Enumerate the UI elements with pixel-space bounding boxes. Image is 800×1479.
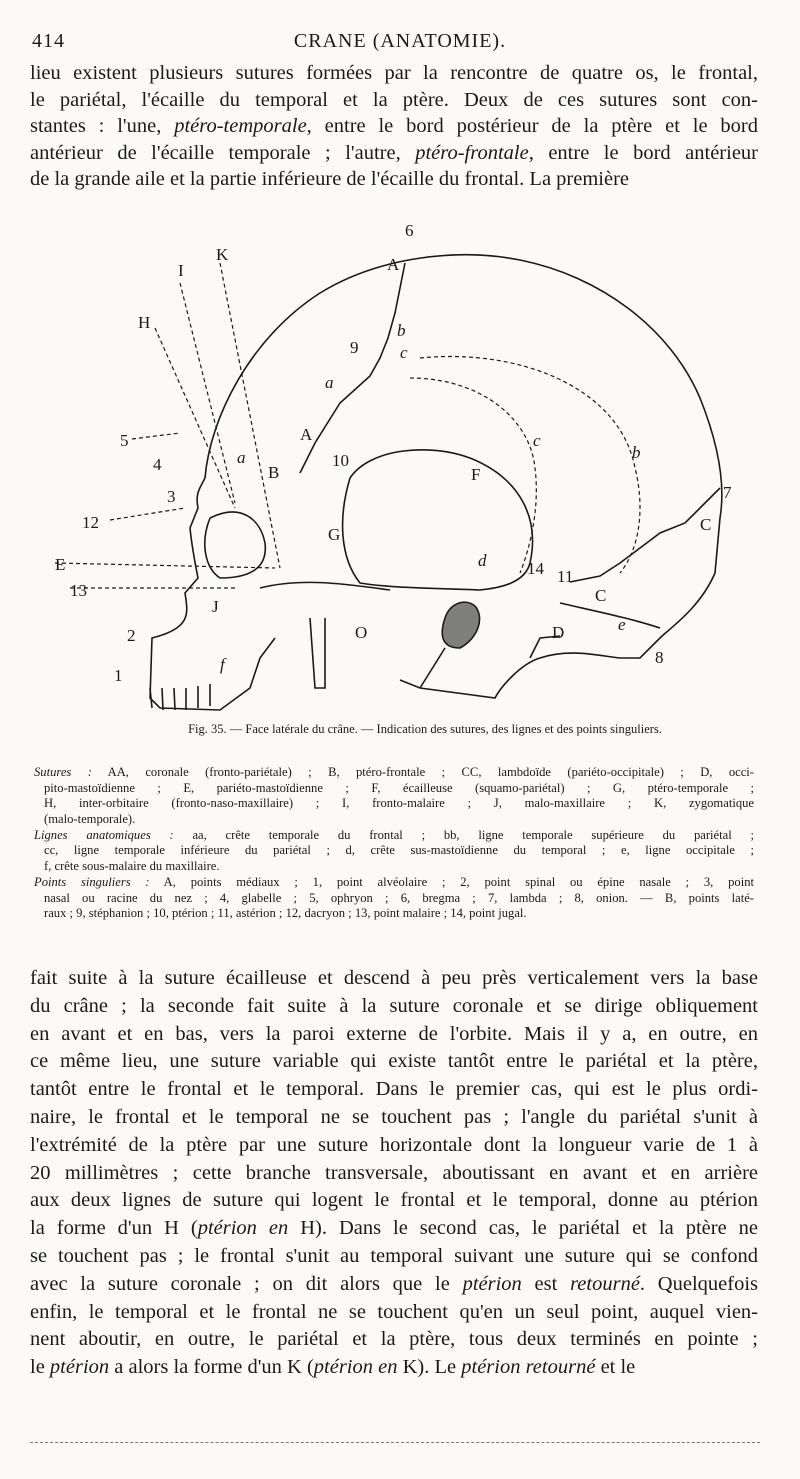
label-11: 11	[557, 567, 574, 586]
text-run: et le	[595, 1356, 636, 1379]
label-13: 13	[70, 581, 87, 600]
label-c-mid: c	[533, 431, 541, 450]
legend-text: nasal ou racine du nez ; 4, glabelle ; 5, ophryon ; 6, bregma ; 7, lambda ; 8, onion. — B, points laté-	[44, 890, 754, 905]
label-I: I	[178, 261, 184, 280]
guide-i	[180, 283, 235, 503]
text-run: K). Le	[397, 1356, 462, 1379]
styloid	[420, 648, 445, 688]
figure-labels	[70, 221, 732, 685]
label-c-top: c	[400, 343, 408, 362]
label-8: 8	[655, 648, 664, 667]
label-B: B	[268, 463, 280, 482]
legend-text: cc, ligne temporale inférieure du pariétal ; d, crête sus-mastoïdienne du temporal ; e, ligne occipitale ;	[44, 843, 754, 858]
figure-caption: Fig. 35. — Face latérale du crâne. — Indication des sutures, des lignes et des points singuliers.	[188, 722, 662, 736]
italic-term: ptérion	[462, 1272, 522, 1295]
paragraph-top-line	[30, 140, 758, 167]
legend-heading: Points singuliers :	[34, 874, 150, 889]
legend-text: (malo-temporale).	[44, 812, 136, 827]
legend-text: H, inter-orbitaire (fronto-naso-maxillaire) ; I, fronto-malaire ; J, malo-maxillaire ; K, zygomatique	[44, 796, 754, 811]
label-F: F	[471, 465, 481, 484]
label-C-low: C	[595, 586, 607, 605]
label-d: d	[478, 551, 487, 570]
paragraph-top-line: le pariétal, l'écaille du temporal et la ptère. Deux de ces sutures sont con-	[30, 88, 758, 111]
paragraph-bottom-line	[30, 1354, 758, 1382]
running-title: CRANE (ANATOMIE).	[293, 30, 507, 52]
label-7: 7	[723, 483, 732, 502]
text-run: , entre le bord postérieur de la ptère et le bord	[306, 115, 759, 137]
paragraph-top	[30, 60, 758, 193]
label-G: G	[328, 525, 341, 544]
legend-line	[34, 891, 754, 907]
paragraph-bottom-line: 20 millimètres ; cette branche transversale, aboutissant en avant et en arrière	[30, 1161, 758, 1184]
italic-term: ptérion	[49, 1356, 110, 1379]
paragraph-bottom-line: en avant et en bas, vers la paroi externe de l'orbite. Mais il y a, en outre, en	[30, 1022, 758, 1045]
text-run: a alors la forme d'un K (	[109, 1356, 314, 1379]
label-e: e	[618, 615, 626, 634]
paragraph-bottom-line: du crâne ; la seconde fait suite à la suture coronale et se dirige obliquement	[30, 994, 758, 1017]
legend-text: raux ; 9, stéphanion ; 10, ptérion ; 11, astérion ; 12, dacryon ; 13, point malaire ; 14, point jugal.	[44, 906, 527, 921]
label-b-top: b	[397, 321, 406, 340]
guide-5	[132, 433, 180, 439]
guide-k	[220, 263, 280, 568]
paragraph-bottom-line: aux deux lignes de suture qui logent le frontal et le temporal, donne au ptérion	[30, 1189, 758, 1212]
figure-legend	[34, 765, 754, 922]
text-run: le	[30, 1356, 50, 1379]
italic-term: ptérion retourné	[461, 1356, 596, 1379]
face-outline	[150, 478, 275, 710]
italic-term: ptérion en	[197, 1217, 289, 1240]
label-O: O	[355, 623, 368, 642]
legend-heading: Sutures :	[34, 765, 92, 779]
mastoid	[442, 602, 479, 648]
legend-heading: Lignes anatomiques :	[34, 827, 174, 842]
paragraph-bottom	[30, 965, 758, 1382]
label-5: 5	[120, 431, 129, 450]
italic-term: ptérion en	[313, 1356, 398, 1379]
paragraph-bottom-line: naire, le frontal et le temporal ne se touchent pas ; l'angle du pariétal s'unit à	[30, 1105, 758, 1128]
occipital-region	[560, 603, 660, 628]
skull-figure	[55, 218, 760, 718]
skull-illustration	[55, 218, 760, 718]
label-b-mid: b	[632, 443, 641, 462]
mandible-ramus	[310, 618, 325, 688]
legend-line	[34, 906, 754, 922]
paragraph-bottom-line: enfin, le temporal et le frontal ne se touchent qu'en un seul point, auquel vien-	[30, 1300, 758, 1323]
guide-14	[55, 563, 275, 568]
page-header	[30, 28, 770, 62]
coronal-suture	[300, 263, 405, 473]
paragraph-bottom-line: l'extrémité de la ptère par une suture horizontale dont la longueur varie de 1 à	[30, 1133, 758, 1156]
paragraph-bottom-line	[30, 1215, 758, 1243]
text-run: antérieur de l'écaille temporale ; l'autre,	[30, 141, 416, 164]
legend-line	[34, 828, 754, 844]
guide-h	[155, 328, 235, 508]
label-C-right: C	[700, 515, 712, 534]
guide-12	[110, 508, 185, 520]
page-number: 414	[32, 30, 65, 52]
paragraph-bottom-line	[30, 1271, 758, 1299]
italic-term: ptéro-temporale	[174, 115, 307, 137]
legend-line	[34, 859, 754, 875]
label-9: 9	[350, 338, 359, 357]
legend-text: f, crête sous-malaire du maxillaire.	[44, 859, 220, 874]
label-3: 3	[167, 487, 176, 506]
text-run: est	[521, 1272, 571, 1295]
paragraph-top-line: lieu existent plusieurs sutures formées par la rencontre de quatre os, le frontal,	[30, 62, 758, 84]
label-J: J	[212, 597, 219, 616]
text-run: . Quelquefois	[639, 1272, 758, 1295]
temporal-squama	[343, 450, 533, 590]
text-run: stantes : l'une,	[30, 115, 175, 137]
legend-line	[34, 875, 754, 891]
paragraph-bottom-line: se touchent pas ; le frontal s'unit au temporal suivant une suture qui se confond	[30, 1244, 758, 1267]
label-10: 10	[332, 451, 349, 470]
label-H: H	[138, 313, 151, 332]
paragraph-top-line: de la grande aile et la partie inférieure de l'écaille du frontal. La première	[30, 168, 630, 190]
legend-line	[34, 812, 754, 828]
text-run: avec la suture coronale ; on dit alors que le	[30, 1272, 463, 1295]
legend-line	[34, 781, 754, 797]
legend-text: aa, crête temporale du frontal ; bb, ligne temporale supérieure du pariétal ;	[173, 827, 754, 842]
label-E: 14	[527, 559, 544, 578]
paragraph-bottom-line: ce même lieu, une suture variable qui existe tantôt entre le pariétal et la ptère,	[30, 1050, 758, 1073]
label-14: E	[55, 555, 66, 574]
legend-line	[34, 843, 754, 859]
label-6: 6	[405, 221, 414, 240]
legend-line	[34, 765, 754, 781]
label-4: 4	[153, 455, 162, 474]
italic-term: ptéro-frontale	[415, 141, 529, 164]
footer-rule	[30, 1442, 760, 1445]
label-1: 1	[114, 666, 123, 685]
label-a-mid: a	[237, 448, 246, 467]
label-f: f	[220, 655, 225, 674]
text-run: , entre le bord antérieur	[528, 141, 759, 164]
label-A-mid: A	[300, 425, 313, 444]
label-A-top: A	[387, 255, 400, 274]
orbit	[205, 512, 266, 578]
legend-text: A, points médiaux ; 1, point alvéolaire ; 2, point spinal ou épine nasale ; 3, point	[149, 874, 754, 889]
label-D: D	[552, 623, 565, 642]
paragraph-bottom-line: tantôt entre le frontal et le temporal. Dans le premier cas, qui est le plus ordi-	[30, 1078, 758, 1101]
text-run: H). Dans le second cas, le pariétal et la ptère ne	[288, 1217, 758, 1240]
label-a-top: a	[325, 373, 334, 392]
label-2: 2	[127, 626, 136, 645]
paragraph-bottom-line: nent aboutir, en outre, le pariétal et la ptère, tous deux terminés en pointe ;	[30, 1328, 758, 1351]
legend-text: AA, coronale (fronto-pariétale) ; B, ptéro-frontale ; CC, lambdoïde (pariéto-occipitale) ; D, occi-	[91, 765, 755, 779]
lambdoid-suture	[570, 488, 720, 582]
text-run: la forme d'un H (	[30, 1217, 198, 1240]
paragraph-top-line	[30, 113, 758, 140]
paragraph-bottom-line: fait suite à la suture écailleuse et descend à peu près verticalement vers la base	[30, 967, 758, 989]
label-12: 12	[82, 513, 99, 532]
zygomatic-arch	[260, 582, 390, 590]
legend-text: pito-mastoïdienne ; E, pariéto-mastoïdienne ; F, écailleuse (squamo-pariétal) ; G, ptéro-temporale ;	[44, 780, 754, 795]
legend-line	[34, 796, 754, 812]
italic-term: retourné	[570, 1272, 640, 1295]
label-K: K	[216, 245, 229, 264]
